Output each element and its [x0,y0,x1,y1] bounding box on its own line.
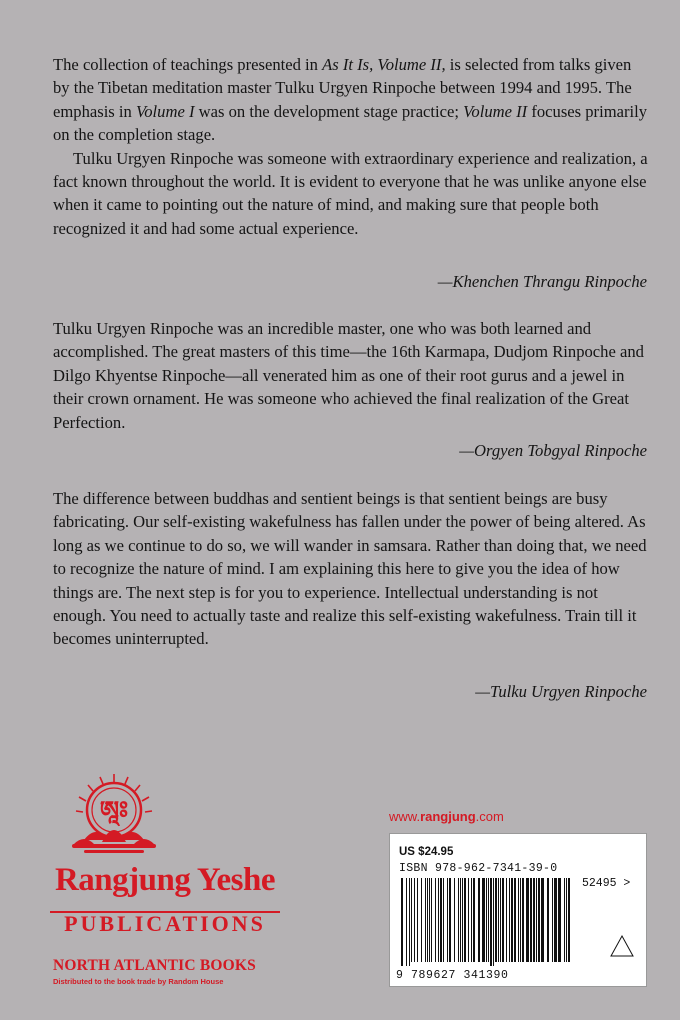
barcode-bar [449,878,451,962]
paragraph-3: Tulku Urgyen Rinpoche was an incredible master, one who was both learned and accomplished. The great masters of this time—the 16th Karmapa, Dudjom Rinpoche and Dilgo Khyentse Rinpoche—all venerated him as one of their root gurus and a jewel in their crown ornament. He was someone who achieved the final realization of the Great Perfection. [53,319,644,432]
barcode-bar [473,878,475,962]
attribution-tobgyal: —Orgyen Tobgyal Rinpoche [459,441,647,460]
title-volume-2: Volume II [463,101,528,121]
paragraph-4-block [53,487,648,651]
barcode-bar [458,878,459,962]
paragraph-4: The difference between buddhas and sentient beings is that sentient beings are busy fabricating. Our self-existing wakefulness has fallen under the power of being altered. As long as we continue to do so, we will wander in samsara. Rather than doing that, we need to recognize the nature of mind. I am explaining this here to give you the idea of how things are. The next step is for you to experience. Intellectual understanding is not enough. You need to actually taste and realize this self-existing wakefulness. Train till it becomes uninterrupted. [53,489,647,649]
barcode-bar [547,878,549,962]
barcode-bar [498,878,499,962]
barcode-bar [429,878,430,962]
barcode-bar [514,878,516,962]
paragraph-3-block [53,317,648,434]
barcode-bar [425,878,426,962]
barcode-bar [440,878,442,962]
svg-text:ཨཱཿ: ཨཱཿ [99,798,129,824]
barcode-bar [536,878,537,962]
barcode-bar [568,878,570,962]
barcode-bar [533,878,535,962]
barcode-bar [443,878,444,962]
barcode-panel [389,833,647,987]
barcode-bar [488,878,489,962]
attribution-tulku-urgyen: —Tulku Urgyen Rinpoche [475,682,647,701]
co-publisher: NORTH ATLANTIC BOOKS [53,957,256,974]
barcode-bar [409,878,410,966]
title-volume-1: Volume I [135,101,195,121]
website-link[interactable]: www.rangjung.com [389,809,504,824]
barcode-bar [482,878,485,962]
barcode-bar [564,878,565,962]
barcode-bar [522,878,524,962]
barcode-bar [438,878,439,962]
barcode-bar [471,878,472,962]
barcode-bar [509,878,510,962]
barcode-bars [399,878,574,968]
barcode-bar [530,878,532,962]
barcode-digits: 9 789627 341390 [396,969,509,982]
paragraph-1 [53,53,648,240]
barcode-bar [468,878,469,962]
barcode-bar [520,878,521,962]
barcode-bar [500,878,501,962]
barcode-bar [411,878,412,962]
barcode-bar [414,878,415,962]
attribution-thrangu: —Khenchen Thrangu Rinpoche [437,272,647,291]
barcode-bar [554,878,557,962]
price-code: 52495 > [582,877,631,890]
barcode-bar [454,878,455,962]
barcode-bar [552,878,553,962]
barcode-bar [401,878,403,966]
barcode-bar [460,878,461,962]
barcode-bar [486,878,487,962]
publisher-name: Rangjung Yeshe [54,862,276,898]
paragraph-2: Tulku Urgyen Rinpoche was someone with extraordinary experience and realization, a fact known throughout the world. It is evident to everyone that he was unlike anyone else when it came to pointing out the nature of mind, and making sure that people both recognized it and had some actual experience. [53,148,648,238]
barcode-bar [495,878,497,962]
barcode-bar [490,878,492,966]
barcode-bar [538,878,540,962]
barcode-bar [462,878,463,962]
title-as-it-is: As It Is, Volume II, [322,55,446,74]
barcode-bar [558,878,561,962]
barcode-bar [541,878,544,962]
barcode-bar [464,878,466,962]
barcode-bar [502,878,504,962]
barcode-bar [447,878,448,962]
isbn-label: ISBN 978-962-7341-39-0 [399,862,558,875]
barcode-bar [511,878,513,962]
distribution-note: Distributed to the book trade by Random House [53,977,224,986]
barcode-bar [566,878,567,962]
barcode-bar [417,878,418,962]
barcode-bar [427,878,428,962]
price-label: US $24.95 [399,846,454,858]
barcode-bar [431,878,432,962]
barcode-bar [406,878,407,966]
barcode-bar [435,878,436,962]
triangle-icon [609,934,635,958]
lotus-logo-icon [53,770,273,862]
paragraph-1-text: The collection of teachings presented in As It Is, Volume II, is selected from talks given by the Tibetan meditation master Tulku Urgyen Rinpoche between 1994 and 1995. The emphasis in Volume I was on the development stage practice; Volume II focuses primarily on the completion stage. [53,55,648,145]
barcode-bar [493,878,494,966]
barcode-bar [506,878,507,962]
barcode-bar [421,878,422,962]
barcode-bar [526,878,529,962]
publications-label: PUBLICATIONS [64,911,266,936]
barcode-bar [518,878,519,962]
barcode-bar [478,878,480,962]
